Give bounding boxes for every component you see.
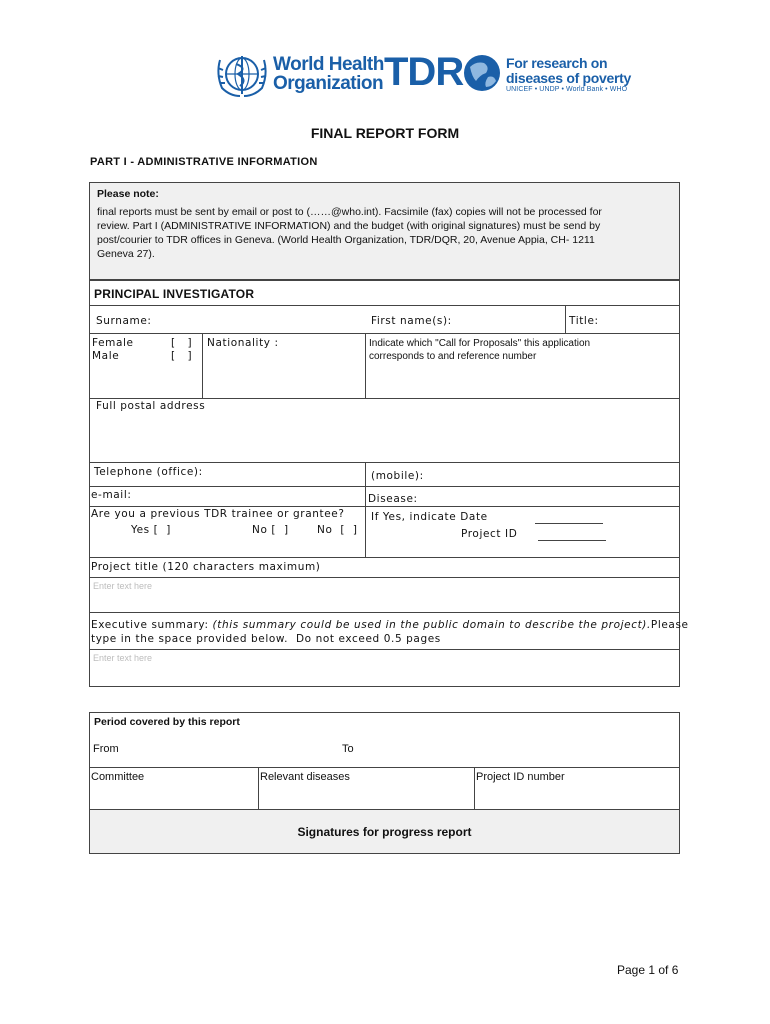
period-heading: Period covered by this report: [94, 716, 240, 728]
female-label: Female: [92, 337, 134, 349]
note-text: final reports must be sent by email or post to (……@who.int). Facsimile (fax) copies will not be processed for review. Part I (ADMINISTRATIVE INFORMATION) and the budget (with original signatures) must be send by post/courier to TDR offices in Geneva. (World Health Organization, TDR/DQR, 20, Avenue Appia, CH- 1211 Geneva 27).: [97, 206, 602, 260]
pi-heading: PRINCIPAL INVESTIGATOR: [94, 287, 255, 301]
email-label: e-mail:: [91, 489, 132, 501]
note-heading: Please note:: [97, 188, 159, 200]
project-id-input-line[interactable]: [538, 540, 606, 541]
to-label: To: [342, 743, 354, 755]
project-id-label: Project ID: [461, 528, 518, 540]
previous-no-checkbox[interactable]: No [ ]: [252, 524, 289, 536]
part1-heading: PART I - ADMINISTRATIVE INFORMATION: [90, 156, 318, 168]
page-number: Page 1 of 6: [617, 963, 679, 977]
call-for-proposals-label: Indicate which "Call for Proposals" this application corresponds to and reference number: [369, 338, 591, 362]
mobile-label: (mobile):: [371, 470, 424, 482]
surname-label: Surname:: [96, 315, 152, 327]
signatures-heading: Signatures for progress report: [297, 825, 472, 839]
previous-no-checkbox-2[interactable]: No [ ]: [317, 524, 358, 536]
female-checkbox[interactable]: [ ]: [171, 337, 193, 349]
form-title: FINAL REPORT FORM: [310, 125, 460, 141]
postal-address-label: Full postal address: [96, 400, 206, 412]
tdr-tagline: For research on diseases of poverty: [506, 55, 632, 86]
previous-grantee-question: Are you a previous TDR trainee or grantee?: [91, 508, 345, 520]
previous-yes-checkbox[interactable]: Yes [ ]: [131, 524, 171, 536]
committee-label: Committee: [91, 771, 145, 783]
project-title-label: Project title (120 characters maximum): [91, 561, 321, 573]
first-names-label: First name(s):: [371, 315, 452, 327]
tdr-logo: TDR: [384, 50, 464, 94]
telephone-label: Telephone (office):: [94, 466, 203, 478]
from-label: From: [93, 743, 119, 755]
tdr-partners: UNICEF • UNDP • World Bank • WHO: [506, 86, 628, 93]
who-logo-text: World Health Organization: [273, 54, 384, 94]
project-title-input[interactable]: Enter text here: [93, 581, 153, 591]
if-yes-date-label: If Yes, indicate Date: [371, 511, 488, 523]
globe-icon: [462, 53, 502, 93]
date-input-line[interactable]: [535, 523, 603, 524]
project-id-number-label: Project ID number: [476, 771, 565, 783]
executive-summary-input[interactable]: Enter text here: [93, 653, 153, 663]
title-label: Title:: [569, 315, 599, 327]
disease-label: Disease:: [368, 493, 418, 505]
nationality-label: Nationality :: [207, 337, 279, 349]
male-label: Male: [92, 350, 120, 362]
relevant-diseases-label: Relevant diseases: [260, 771, 350, 783]
who-emblem-icon: [214, 50, 270, 98]
executive-summary-label: Executive summary: (this summary could be used in the public domain to describe the project).Please: [91, 619, 689, 631]
executive-summary-instruction: type in the space provided below. Do not exceed 0.5 pages: [91, 633, 441, 645]
male-checkbox[interactable]: [ ]: [171, 350, 193, 362]
